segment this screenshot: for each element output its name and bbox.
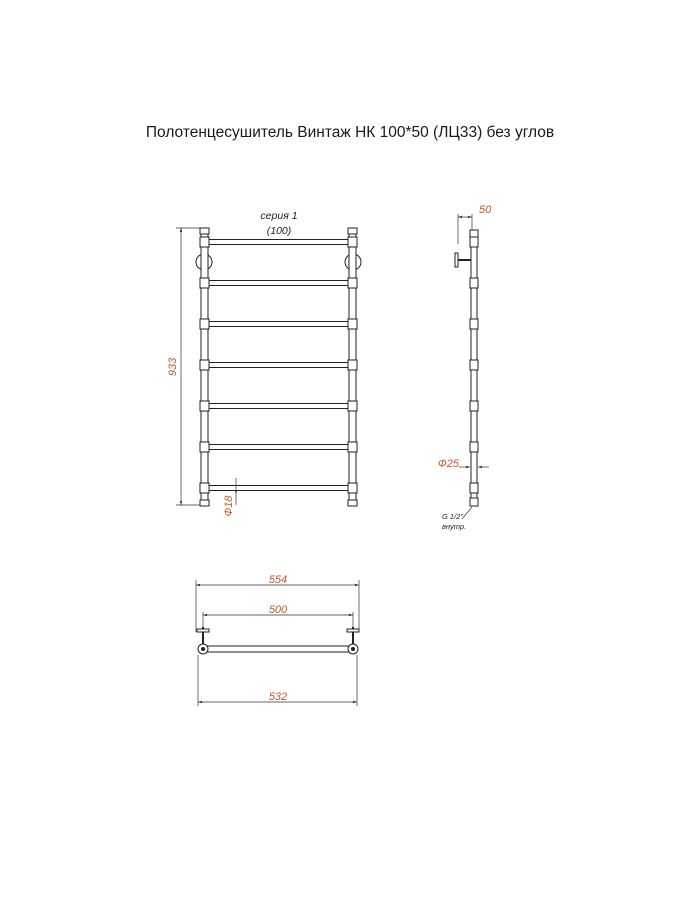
right-node-4 — [348, 360, 357, 370]
rung-6 — [208, 445, 349, 450]
center-distance: 500 — [268, 604, 288, 616]
side-node-3 — [470, 319, 478, 329]
right-bottom-cap — [348, 500, 357, 506]
rung-4 — [208, 363, 349, 368]
series-label: серия 1 — [260, 210, 298, 222]
rungs — [200, 237, 357, 493]
height-dimension: 933 — [167, 357, 179, 377]
offset-dimension: 50 — [479, 204, 492, 216]
series-sub-label: (100) — [266, 225, 292, 237]
left-top-cap — [200, 228, 209, 234]
rung-3 — [208, 322, 349, 327]
post-diameter: Ф25 — [438, 458, 459, 470]
side-view — [438, 204, 492, 531]
page-title: Полотенцесушитель Винтаж НК 100*50 (ЛЦ33) без углов — [145, 124, 555, 141]
right-node-7 — [348, 483, 357, 493]
left-post-center — [201, 647, 205, 651]
thread-label: G 1/2" — [442, 512, 464, 521]
rung-7 — [208, 486, 349, 491]
right-node-1 — [348, 237, 357, 247]
left-node-4 — [200, 360, 209, 370]
overall-width: 554 — [268, 574, 288, 586]
left-node-2 — [200, 278, 209, 288]
bar-length: 532 — [268, 691, 288, 703]
right-node-3 — [348, 319, 357, 329]
left-bottom-cap — [200, 500, 209, 506]
left-mount-plate — [197, 629, 209, 632]
left-node-1 — [200, 237, 209, 247]
thread-note: внутр. — [442, 522, 467, 531]
top-bar — [203, 646, 353, 652]
rung-1 — [208, 240, 349, 245]
left-node-6 — [200, 442, 209, 452]
side-node-7 — [470, 483, 478, 493]
side-bottom-cap — [470, 498, 478, 506]
rung-5 — [208, 404, 349, 409]
side-node-2 — [470, 278, 478, 288]
left-node-7 — [200, 483, 209, 493]
thread-leader — [462, 507, 472, 519]
right-node-2 — [348, 278, 357, 288]
right-node-6 — [348, 442, 357, 452]
top-view — [196, 574, 359, 706]
wall-plate — [455, 253, 458, 267]
left-node-5 — [200, 401, 209, 411]
right-mount-plate — [347, 629, 359, 632]
side-node-6 — [470, 442, 478, 452]
side-node-4 — [470, 360, 478, 370]
right-top-cap — [348, 228, 357, 234]
side-node-5 — [470, 401, 478, 411]
side-node-1 — [470, 237, 478, 247]
front-view — [167, 210, 361, 516]
bar-diameter: Ф18 — [223, 495, 235, 517]
rung-2 — [208, 281, 349, 286]
left-node-3 — [200, 319, 209, 329]
right-post-center — [351, 647, 355, 651]
right-node-5 — [348, 401, 357, 411]
